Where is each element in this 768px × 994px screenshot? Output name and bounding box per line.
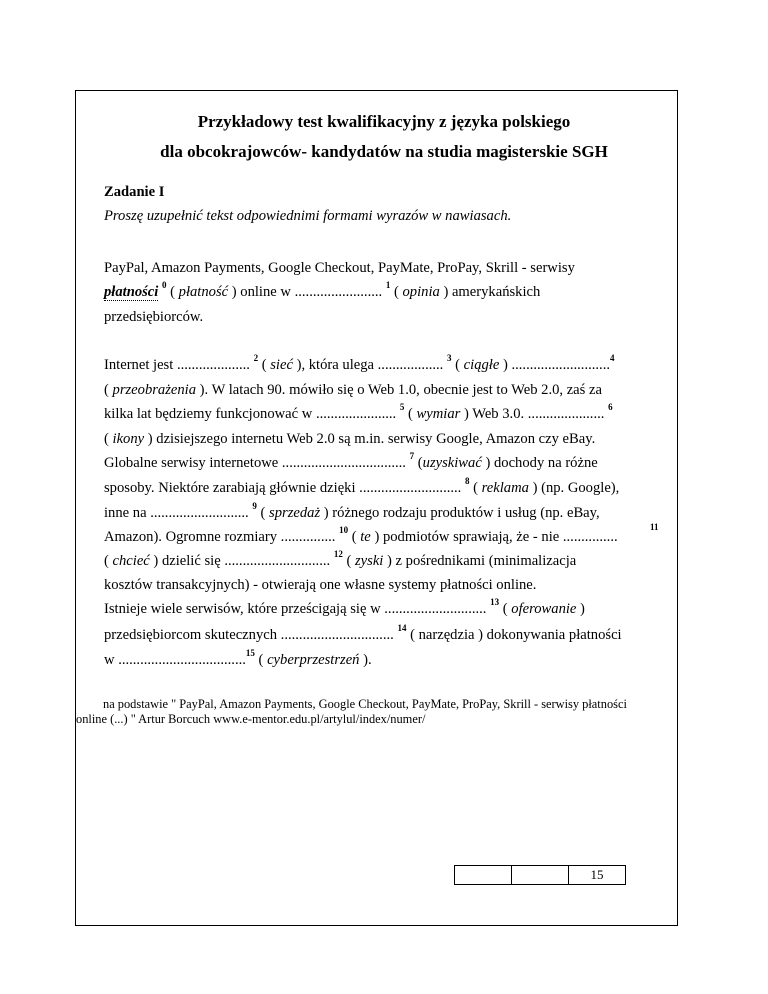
prompt-word: uzyskiwać (422, 455, 482, 471)
p2-line8 (104, 525, 618, 546)
text: ( (390, 284, 403, 300)
gap-number: 1 (385, 280, 391, 290)
gap-number: 4 (610, 353, 615, 363)
gap-number: 0 (161, 280, 167, 290)
text: ( (258, 357, 271, 373)
gap-number: 14 (397, 623, 407, 633)
text: ( narzędzia ) dokonywania płatności (406, 627, 622, 643)
p2-line3 (104, 402, 613, 423)
task-instruction: Proszę uzupełnić tekst odpowiednimi formami wyrazów w nawiasach. (104, 208, 512, 224)
max-points: 15 (569, 866, 626, 885)
gap-number: 5 (399, 402, 405, 412)
gap-number: 6 (608, 402, 613, 412)
prompt-word: sieć (270, 357, 293, 373)
source-line-1: na podstawie " PayPal, Amazon Payments, Google Checkout, PayMate, ProPay, Skrill - serwisy płatności (103, 697, 627, 711)
p2-line4 (104, 431, 595, 448)
text: ) dochody na różne (481, 455, 598, 471)
prompt-word: wymiar (416, 406, 461, 422)
text: ) podmiotów sprawiają, że - nie ............... (370, 529, 618, 545)
text: w ................................... (104, 652, 246, 668)
text: ( (469, 480, 482, 496)
p2-line6 (104, 476, 620, 497)
text: Globalne serwisy internetowe .................................. (104, 455, 406, 471)
gap-number: 9 (252, 501, 257, 511)
p2-line1 (104, 353, 615, 374)
text: przedsiębiorcom skutecznych ............................... (104, 627, 394, 643)
gap-number: 10 (339, 525, 349, 535)
score-box (454, 865, 626, 885)
text: ( (104, 431, 113, 447)
text: ). W latach 90. mówiło się o Web 1.0, obecnie jest to Web 2.0, zaś za (196, 382, 602, 398)
text: ( (414, 455, 423, 471)
text: ), która ulega .................. (292, 357, 444, 373)
text: ( (104, 553, 113, 569)
p1-line3: przedsiębiorców. (104, 309, 204, 325)
p2-line13 (104, 648, 372, 669)
prompt-word: chcieć (112, 553, 150, 569)
p2-line11 (104, 597, 585, 618)
task-heading: Zadanie I (104, 184, 165, 200)
text: ) Web 3.0. ..................... (460, 406, 605, 422)
gap-number: 11 (650, 522, 659, 532)
text: ) z pośrednikami (minimalizacja (383, 553, 577, 569)
text: ). (359, 652, 372, 668)
p2-line9 (104, 549, 577, 570)
text: ) (576, 601, 585, 617)
text: Amazon). Ogromne rozmiary ............... (104, 529, 336, 545)
text: kilka lat będziemy funkcjonować w ...................... (104, 406, 397, 422)
score-cell (455, 866, 512, 885)
prompt-word: przeobrażenia (112, 382, 197, 398)
text: ( (348, 529, 361, 545)
p2-line5 (104, 451, 598, 472)
prompt-word: ikony (112, 431, 145, 447)
text: ( (451, 357, 464, 373)
prompt-word: sprzedaż (269, 505, 321, 521)
text: ) (np. Google), (528, 480, 620, 496)
gap-number: 7 (409, 451, 415, 461)
text: ( (104, 382, 113, 398)
gap-number: 3 (446, 353, 452, 363)
gap-number: 13 (490, 597, 500, 607)
text: ( (256, 505, 270, 521)
score-cell (512, 866, 569, 885)
text: Istnieje wiele serwisów, które prześcigają się w ............................ (104, 601, 487, 617)
gap-number: 12 (333, 549, 343, 559)
prompt-word: te (360, 529, 371, 545)
text: ( (254, 652, 268, 668)
text: ( (404, 406, 417, 422)
source-line-2: online (...) " Artur Borcuch www.e-mentor.edu.pl/artylul/index/numer/ (76, 712, 426, 726)
prompt-word: opinia (402, 284, 440, 300)
text: ) dzielić się ............................. (149, 553, 331, 569)
p1-line2 (104, 280, 541, 301)
prompt-word: zyski (354, 553, 384, 569)
text: ) różnego rodzaju produktów i usług (np. eBay, (320, 505, 600, 521)
p2-line12 (104, 623, 622, 644)
gap-number: 2 (253, 353, 259, 363)
text: ) online w ........................ (228, 284, 383, 300)
text: ( (166, 284, 179, 300)
p2-line7 (104, 501, 600, 522)
example-answer: płatności (104, 284, 159, 300)
prompt-word: oferowanie (511, 601, 577, 617)
title-line-2: dla obcokrajowców- kandydatów na studia magisterskie SGH (160, 142, 608, 161)
gap-number: 15 (245, 648, 255, 658)
gap-number: 8 (464, 476, 470, 486)
text: inne na ........................... (104, 505, 249, 521)
text: Internet jest .................... (104, 357, 250, 373)
text: ) amerykańskich (439, 284, 541, 300)
prompt-word: reklama (481, 480, 529, 496)
prompt-word: cyberprzestrzeń (267, 652, 360, 668)
title-line-1: Przykładowy test kwalifikacyjny z języka polskiego (197, 112, 571, 131)
p2-line2 (104, 382, 602, 399)
text: ( (342, 553, 355, 569)
prompt-word: ciągłe (463, 357, 500, 373)
text: ) ........................... (499, 357, 610, 373)
text: ( (499, 601, 512, 617)
prompt-word: płatność (178, 284, 229, 300)
p2-line10: kosztów transakcyjnych) - otwierają one własne systemy płatności online. (104, 577, 537, 593)
text: sposoby. Niektóre zarabiają głównie dzięki ............................ (104, 480, 462, 496)
p1-line1: PayPal, Amazon Payments, Google Checkout, PayMate, ProPay, Skrill - serwisy (104, 260, 575, 276)
text: ) dzisiejszego internetu Web 2.0 są m.in. serwisy Google, Amazon czy eBay. (144, 431, 596, 447)
